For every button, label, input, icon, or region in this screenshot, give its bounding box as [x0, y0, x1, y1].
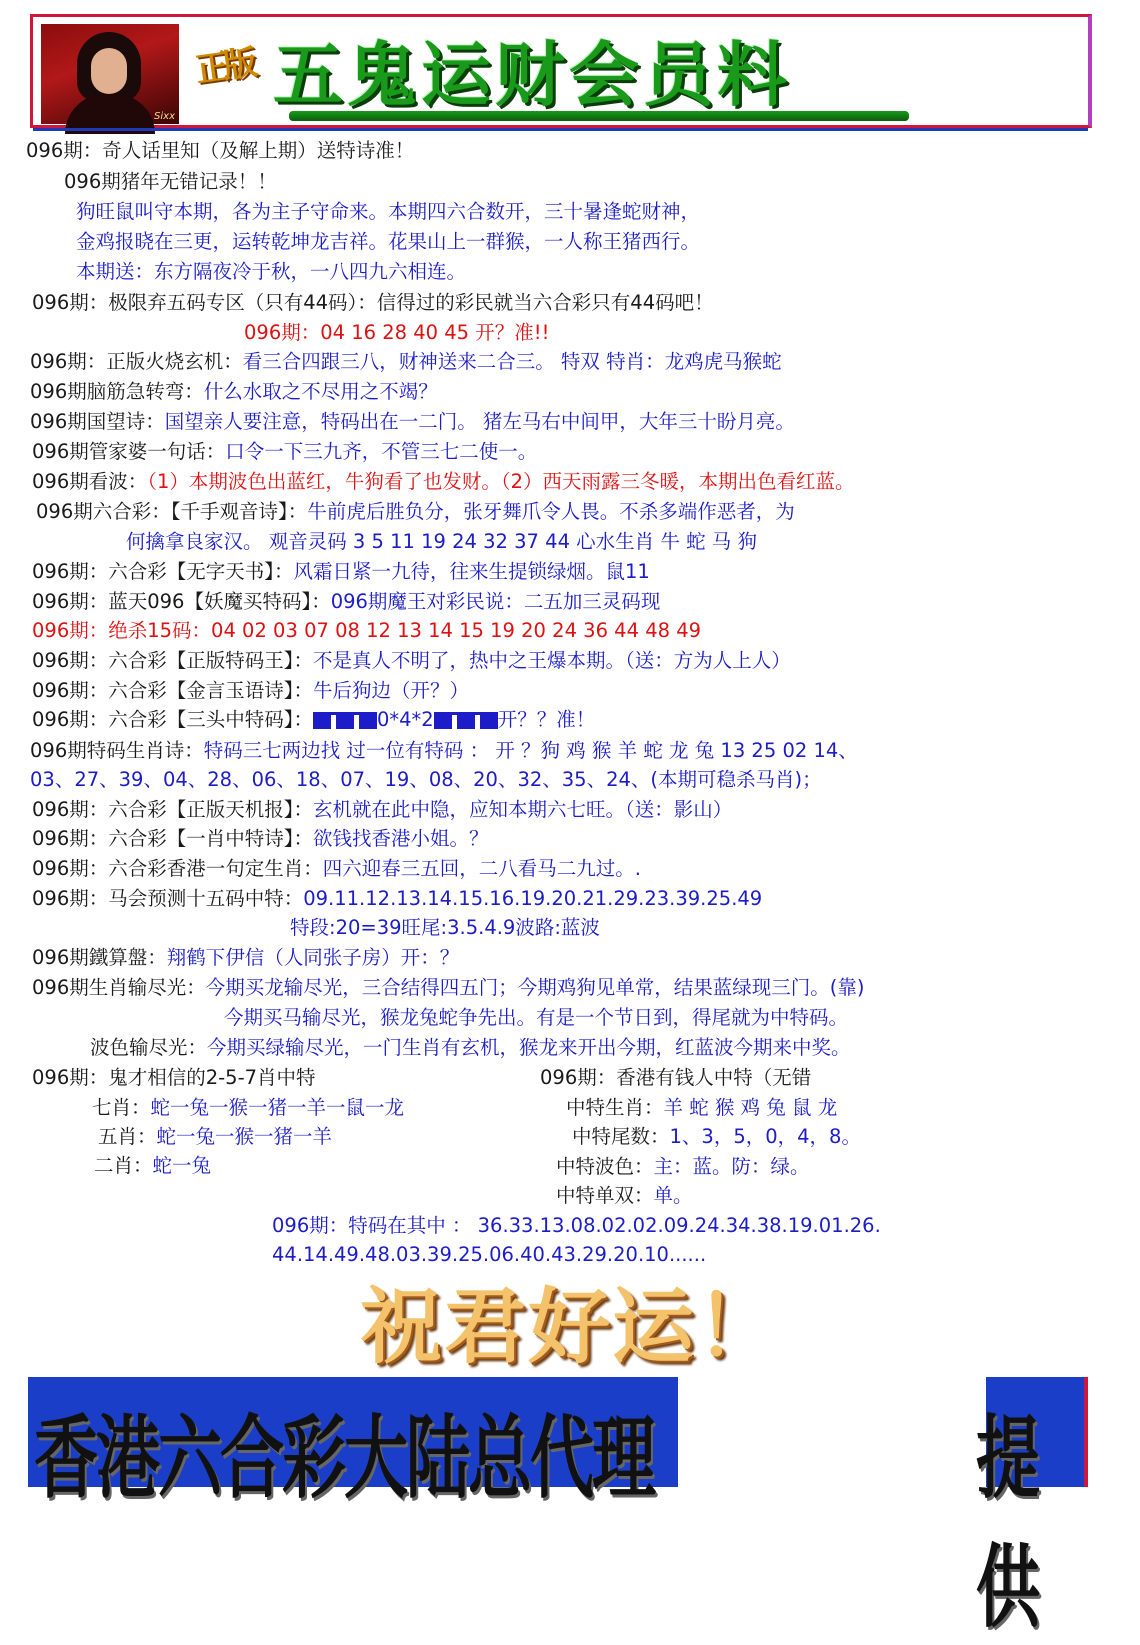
text-line: 096期看波：（1）本期波色出蓝红，牛狗看了也发财。（2）西天雨露三冬暖，本期出色看红蓝。	[32, 470, 855, 493]
block-glyphs	[313, 712, 377, 729]
text-line: 096期：六合彩【一肖中特诗】：欲钱找香港小姐。？	[32, 827, 489, 850]
text-line: 096期：奇人话里知（及解上期）送特诗准！	[26, 139, 415, 162]
footer-banner-left	[28, 1377, 678, 1512]
text-line: 096期：绝杀15码：04 02 03 07 08 12 13 14 15 19 20 24 36 44 48 49	[32, 619, 702, 642]
badge-zhengban: 正版	[192, 43, 254, 91]
text-line: 096期管家婆一句话：口令一下三九齐，不管三七二使一。	[32, 440, 538, 463]
text-line: 096期生肖输尽光：今期买龙输尽光，三合结得四五门；今期鸡狗见单常，结果蓝绿现三门。(靠)	[32, 976, 865, 999]
text-line: 096期：六合彩【三头中特码】： 0*4*2 开？？准！	[32, 708, 596, 731]
text-line: 五肖：蛇一兔一猴一猪一羊	[98, 1125, 333, 1148]
text-line: 中特生肖：羊 蛇 猴 鸡 兔 鼠 龙	[566, 1096, 838, 1119]
text-line: 金鸡报晓在三更，运转乾坤龙吉祥。花果山上一群猴，一人称王猪西行。	[76, 230, 701, 253]
text-line: 096期：香港有钱人中特（无错	[540, 1066, 812, 1089]
footer-text-right: 提供	[976, 1406, 1036, 1641]
footer-banner-right	[976, 1377, 1088, 1641]
photo-signature: Sixx	[154, 111, 175, 122]
text-line: 096期：正版火烧玄机：看三合四跟三八，财神送来二合三。 特双 特肖：龙鸡虎马猴蛇	[30, 350, 782, 373]
text-line: 七肖：蛇一兔一猴一猪一羊一鼠一龙	[92, 1096, 405, 1119]
text-line: 096期：六合彩【金言玉语诗】：牛后狗边（开？）	[32, 679, 469, 702]
text-line: 03、27、39、04、28、06、18、07、19、08、20、32、35、24、(本期可稳杀马肖)；	[30, 768, 822, 791]
text-line: 中特单双：单。	[556, 1184, 693, 1207]
text-line: 096期：马会预测十五码中特：09.11.12.13.14.15.16.19.20.21.29.23.39.25.49	[32, 887, 763, 910]
text-line: 今期买马输尽光，猴龙兔蛇争先出。有是一个节日到，得尾就为中特码。	[224, 1006, 849, 1029]
text-line: 096期：04 16 28 40 45 开？准!!	[244, 321, 550, 344]
portrait-photo	[41, 24, 179, 124]
text-line: 096期：六合彩【无字天书】：风霜日紧一九待，往来生提锁绿烟。鼠11	[32, 560, 650, 583]
block-glyphs	[434, 712, 498, 729]
text-line: 中特波色：主：蓝。防：绿。	[556, 1155, 810, 1178]
text-line: 何擒拿良家汉。 观音灵码 3 5 11 19 24 32 37 44 心水生肖 牛 蛇 马 狗	[126, 530, 757, 553]
footer-text-left: 香港六合彩大陆总代理	[34, 1406, 654, 1512]
text-line: 096期：六合彩【正版特码王】：不是真人不明了，热中之王爆本期。（送：方为人上人）	[32, 649, 791, 672]
text-line: 096期：六合彩【正版天机报】：玄机就在此中隐，应知本期六七旺。（送：影山）	[32, 798, 733, 821]
text-line: 096期：鬼才相信的2-5-7肖中特	[32, 1066, 316, 1089]
text-line: 096期鐵算盤：翔鹤下伊信（人同张子房）开：？	[32, 946, 460, 969]
text-line: 096期特码生肖诗：特码三七两边找 过一位有特码 ： 开 ？狗 鸡 猴 羊 蛇 龙 兔 13 25 02 14、	[30, 739, 858, 762]
page-title: 五鬼运财会员料	[273, 34, 791, 116]
text-line: 096期猪年无错记录！！	[64, 170, 277, 193]
text-line: 波色输尽光：今期买绿输尽光，一门生肖有玄机，猴龙来开出今期，红蓝波今期来中奖。	[90, 1036, 851, 1059]
text-line: 44.14.49.48.03.39.25.06.40.43.29.20.10......	[272, 1243, 707, 1266]
good-luck-slogan: 祝君好运！	[360, 1279, 781, 1375]
text-line: 中特尾数：1、3，5，0，4，8。	[572, 1125, 861, 1148]
text-line: 096期脑筋急转弯：什么水取之不尽用之不竭？	[30, 380, 438, 403]
text-line: 096期六合彩：【千手观音诗】：牛前虎后胜负分，张牙舞爪令人畏。不杀多端作恶者，为	[36, 500, 795, 523]
text-line: 特段:20=39旺尾:3.5.4.9波路:蓝波	[290, 916, 600, 939]
text-line: 096期：极限弃五码专区（只有44码）：信得过的彩民就当六合彩只有44码吧！	[32, 291, 714, 314]
text-line: 096期国望诗：国望亲人要注意，特码出在一二门。 猪左马右中间甲，大年三十盼月亮。	[30, 410, 795, 433]
text-line: 二肖：蛇一兔	[94, 1154, 212, 1177]
text-line: 096期：蓝天096【妖魔买特码】：096期魔王对彩民说：二五加三灵码现	[32, 590, 661, 613]
text-line: 096期：六合彩香港一句定生肖：四六迎春三五回，二八看马二九过。.	[32, 857, 641, 880]
text-line: 狗旺鼠叫守本期，各为主子守命来。本期四六合数开，三十暑逢蛇财神，	[76, 200, 701, 223]
header-banner	[30, 14, 1092, 128]
text-line: 本期送：东方隔夜冷于秋，一八四九六相连。	[76, 260, 467, 283]
text-line: 096期：特码在其中 ： 36.33.13.08.02.02.09.24.34.38.19.01.26.	[272, 1214, 881, 1237]
